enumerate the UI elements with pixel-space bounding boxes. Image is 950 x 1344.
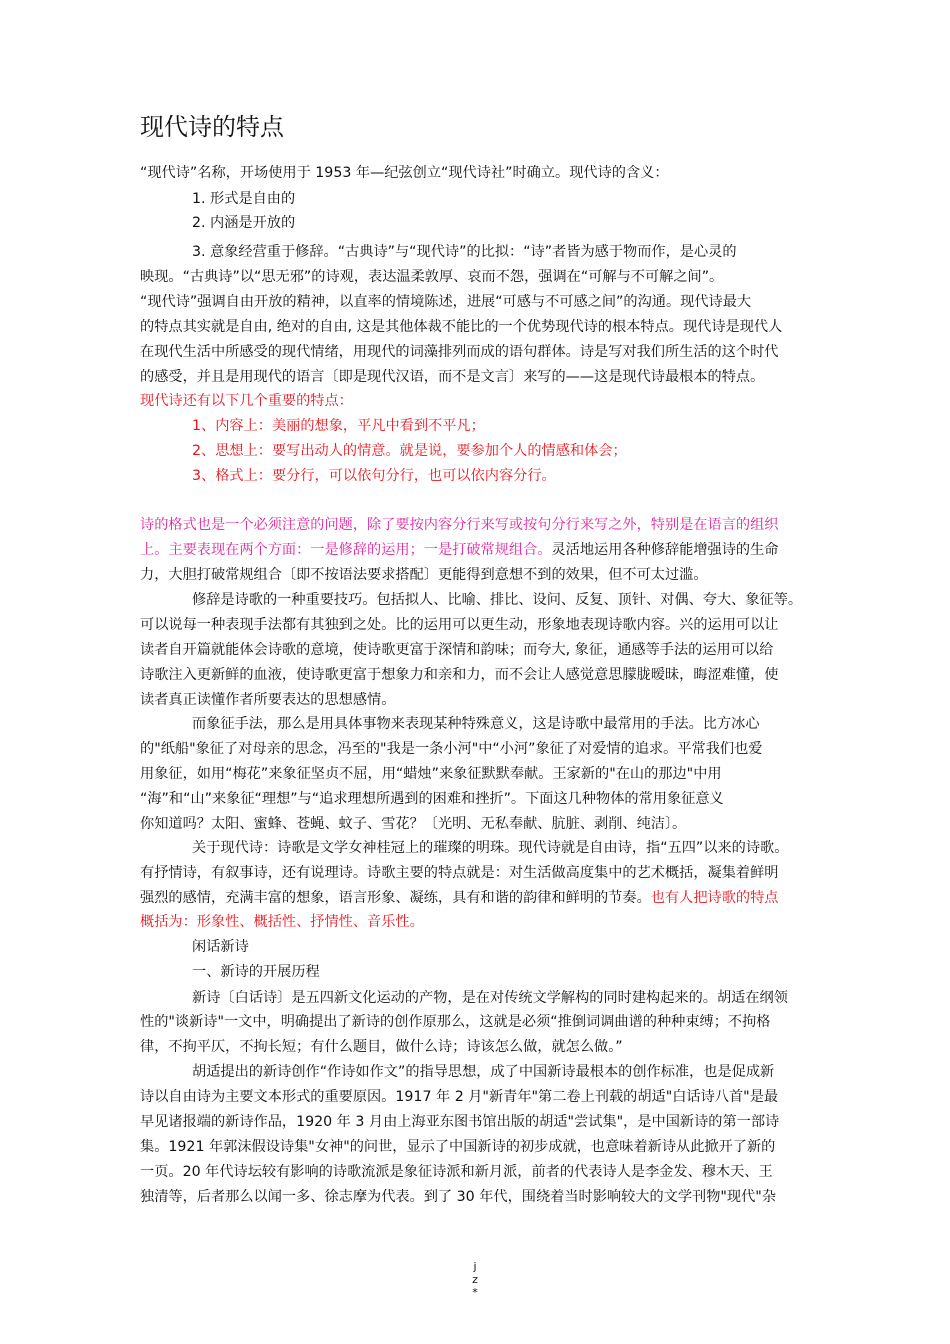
feature-item: 2、思想上：要写出动人的情意。就是说，要参加个人的情感和体会； [192, 443, 627, 459]
feature-item: 1、内容上：美丽的想象，平凡中看到不平凡； [192, 418, 485, 434]
list-item: 3. 意象经营重于修辞。“古典诗”与“现代诗”的比拟：“诗”者皆为感于物而作，是心灵的 [192, 244, 737, 260]
footer-char: j [473, 1260, 477, 1273]
text-line: 诗以自由诗为主要文本形式的重要原因。1917 年 2 月"新青年"第二卷上刊载的胡适"白话诗八首"是最 [140, 1089, 779, 1105]
highlight-heading: 现代诗还有以下几个重要的特点： [140, 393, 353, 409]
text-line: 的感受，并且是用现代的语言〔即是现代汉语，而不是文言〕来写的——这是现代诗最根本的特点。 [140, 369, 765, 385]
text-line [140, 540, 778, 560]
text-line: 新诗〔白话诗〕是五四新文化运动的产物，是在对传统文学解构的同时建构起来的。胡适在纲领 [192, 990, 788, 1006]
footer-char: z [472, 1273, 478, 1286]
text-line: 力，大胆打破常规组合〔即不按语法要求搭配〕更能得到意想不到的效果，但不可太过滥。 [140, 567, 708, 583]
section-heading: 一、新诗的开展历程 [192, 964, 320, 980]
text-line: 诗歌注入更新鲜的血液，使诗歌更富于想象力和亲和力，而不会让人感觉意思朦胧暧昧，晦涩难懂，使 [140, 667, 779, 683]
text-line: 集。1921 年郭沫假设诗集"女神"的问世，显示了中国新诗的初步成就，也意味着新诗从此掀开了新的 [140, 1139, 776, 1155]
text-line [140, 888, 778, 908]
text-line: 映现。“古典诗”以“思无邪”的诗观，表达温柔敦厚、哀而不怨，强调在“可解与不可解之间”。 [140, 269, 724, 285]
highlight-span: 也有人把诗歌的特点 [650, 890, 779, 906]
list-item: 1. 形式是自由的 [192, 191, 296, 207]
highlight-line: 诗的格式也是一个必须注意的问题，除了要按内容分行来写或按句分行来写之外，特别是在语言的组织 [140, 517, 779, 533]
text-line: 一页。20 年代诗坛较有影响的诗歌流派是象征诗派和新月派，前者的代表诗人是李金发、穆木天、王 [140, 1164, 773, 1180]
text-line: 用象征，如用“梅花”来象征坚贞不屈，用“蜡烛”来象征默默奉献。王家新的"在山的那边"中用 [140, 766, 722, 782]
highlight-span: 上。主要表现在两个方面：一是修辞的运用；一是打破常规组合。 [140, 542, 552, 558]
text-line: 早见诸报端的新诗作品，1920 年 3 月由上海亚东图书馆出版的胡适"尝试集"，是中国新诗的第一部诗 [140, 1114, 780, 1130]
text-line: “海”和“山”来象征“理想”与“追求理想所遇到的困难和挫折”。下面这几种物体的常用象征意义 [140, 791, 724, 807]
text-line: 关于现代诗：诗歌是文学女神桂冠上的璀璨的明珠。现代诗就是自由诗，指“五四”以来的诗歌。 [192, 840, 789, 856]
text-line: 修辞是诗歌的一种重要技巧。包括拟人、比喻、排比、设问、反复、顶针、对偶、夸大、象征等。 [192, 592, 803, 608]
list-item: 2. 内涵是开放的 [192, 215, 296, 231]
text-line: 可以说每一种表现手法都有其独到之处。比的运用可以更生动，形象地表现诗歌内容。兴的运用可以让 [140, 617, 779, 633]
feature-item: 3、格式上：要分行，可以依句分行，也可以依内容分行。 [192, 468, 556, 484]
text-line: 而象征手法，那么是用具体事物来表现某种特殊意义，这是诗歌中最常用的手法。比方冰心 [192, 716, 760, 732]
text-line: 胡适提出的新诗创作“作诗如作文”的指导思想，成了中国新诗最根本的创作标准，也是促成新 [192, 1064, 775, 1080]
highlight-line: 概括为：形象性、概括性、抒情性、音乐性。 [140, 914, 424, 930]
text-line: 性的"谈新诗"一文中，明确提出了新诗的创作原那么，这就是必须“推倒词调曲谱的种种束缚；不拘格 [140, 1014, 771, 1030]
page-footer [468, 1260, 482, 1299]
text-line: 有抒情诗，有叙事诗，还有说理诗。诗歌主要的特点就是：对生活做高度集中的艺术概括，凝集着鲜明 [140, 865, 779, 881]
text-line: 律，不拘平仄，不拘长短；有什么题目，做什么诗；诗该怎么做，就怎么做。” [140, 1039, 623, 1055]
text-line: 在现代生活中所感受的现代情绪，用现代的词藻排列而成的语句群体。诗是写对我们所生活的这个时代 [140, 344, 779, 360]
text-span: 强烈的感情，充满丰富的想象，语言形象、凝练，具有和谐的韵律和鲜明的节奏。 [140, 890, 651, 906]
text-span: 灵活地运用各种修辞能增强诗的生命 [551, 542, 779, 558]
page-title: 现代诗的特点 [140, 113, 284, 141]
text-line: 的特点其实就是自由, 绝对的自由, 这是其他体裁不能比的一个优势现代诗的根本特点。现代诗是现代人 [140, 319, 783, 335]
footer-char: * [472, 1286, 478, 1299]
text-line: 独清等，后者那么以闻一多、徐志摩为代表。到了 30 年代，围绕着当时影响较大的文学刊物"现代"杂 [140, 1189, 777, 1205]
text-line: 读者真正读懂作者所要表达的思想感情。 [140, 692, 396, 708]
text-line: 的"纸船"象征了对母亲的思念，冯至的"我是一条小河"中“小河”象征了对爱情的追求。平常我们也爱 [140, 741, 763, 757]
text-line: “现代诗”强调自由开放的精神，以直率的情境陈述，进展“可感与不可感之间”的沟通。现代诗最大 [140, 294, 752, 310]
section-title: 闲话新诗 [192, 939, 249, 955]
text-line: 读者自开篇就能体会诗歌的意境，使诗歌更富于深情和韵味；而夸大, 象征，通感等手法的运用可以给 [140, 642, 774, 658]
text-line: 你知道吗？太阳、蜜蜂、苍蝇、蚊子、雪花？〔光明、无私奉献、肮脏、剥削、纯洁〕。 [140, 816, 687, 832]
text-line: “现代诗”名称，开场使用于 1953 年—纪弦创立“现代诗社”时确立。现代诗的含义： [140, 165, 669, 181]
